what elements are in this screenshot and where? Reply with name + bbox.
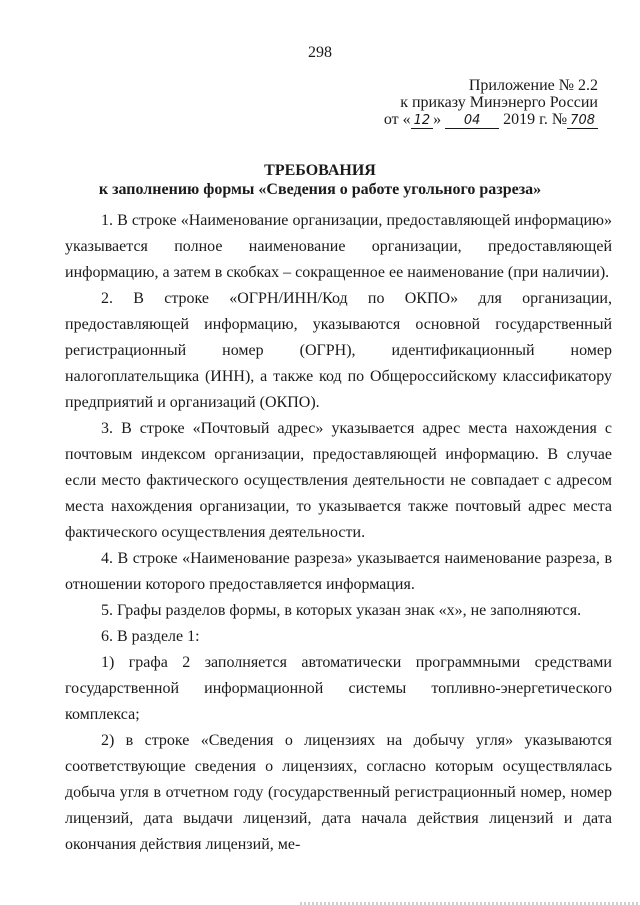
document-body [65,208,612,858]
handwritten-day: 12 [411,114,434,129]
appendix-date-line [384,111,598,129]
paragraph-8: 2) в строке «Сведения о лицензиях на добычу угля» указываются соответствующие сведения о лицензиях, согласно которым осуществлялась добыча угля в отчетном году (государственный регистрационный номер, номер лицензий, дата выдачи лицензий, дата начала действия лицензий и дата окончания действия лицензий, ме- [65,732,612,853]
handwritten-month: 04 [445,114,499,129]
paragraph-4: 4. В строке «Наименование разреза» указывается наименование разреза, в отношении которого предоставляется информация. [65,550,612,593]
paragraph-2: 2. В строке «ОГРН/ИНН/Код по ОКПО» для организации, предоставляющей информацию, указываются основной государственный регистрационный номер (ОГРН), идентификационный номер налогоплательщика (ИНН), а также код по Общероссийскому классификатору предприятий и организаций (ОКПО). [65,290,612,411]
appendix-block [384,77,598,129]
paragraph-5: 5. Графы разделов формы, в которых указан знак «х», не заполняются. [101,602,582,619]
paragraph-7: 1) графа 2 заполняется автоматически программными средствами государственной информационной системы топливно-энергетического комплекса; [65,654,612,723]
paragraph-3: 3. В строке «Почтовый адрес» указывается адрес места нахождения с почтовым индексом организации, предоставляющей информацию. В случае если место фактического осуществления деятельности не совпадает с адресом места нахождения организации, то указывается также почтовый адрес места фактического осуществления деятельности. [65,420,612,541]
date-quote-close: » [433,111,442,128]
date-prefix: от « [383,111,411,128]
appendix-line-2: к приказу Минэнерго России [400,94,598,111]
appendix-line-1: Приложение № 2.2 [468,77,598,94]
document-title [0,161,640,199]
paragraph-6: 6. В разделе 1: [101,628,200,645]
paragraph-1: 1. В строке «Наименование организации, предоставляющей информацию» указывается полное наименование организации, предоставляющей информацию, а затем в скобках – сокращенное ее наименование (при наличии). [65,212,612,281]
date-year-text: 2019 г. № [503,111,568,128]
handwritten-order-number: 708 [567,114,598,129]
title-subtitle: к заполнению формы «Сведения о работе угольного разреза» [98,181,542,198]
page-number: 298 [308,44,332,61]
title-main: ТРЕБОВАНИЯ [264,162,376,179]
